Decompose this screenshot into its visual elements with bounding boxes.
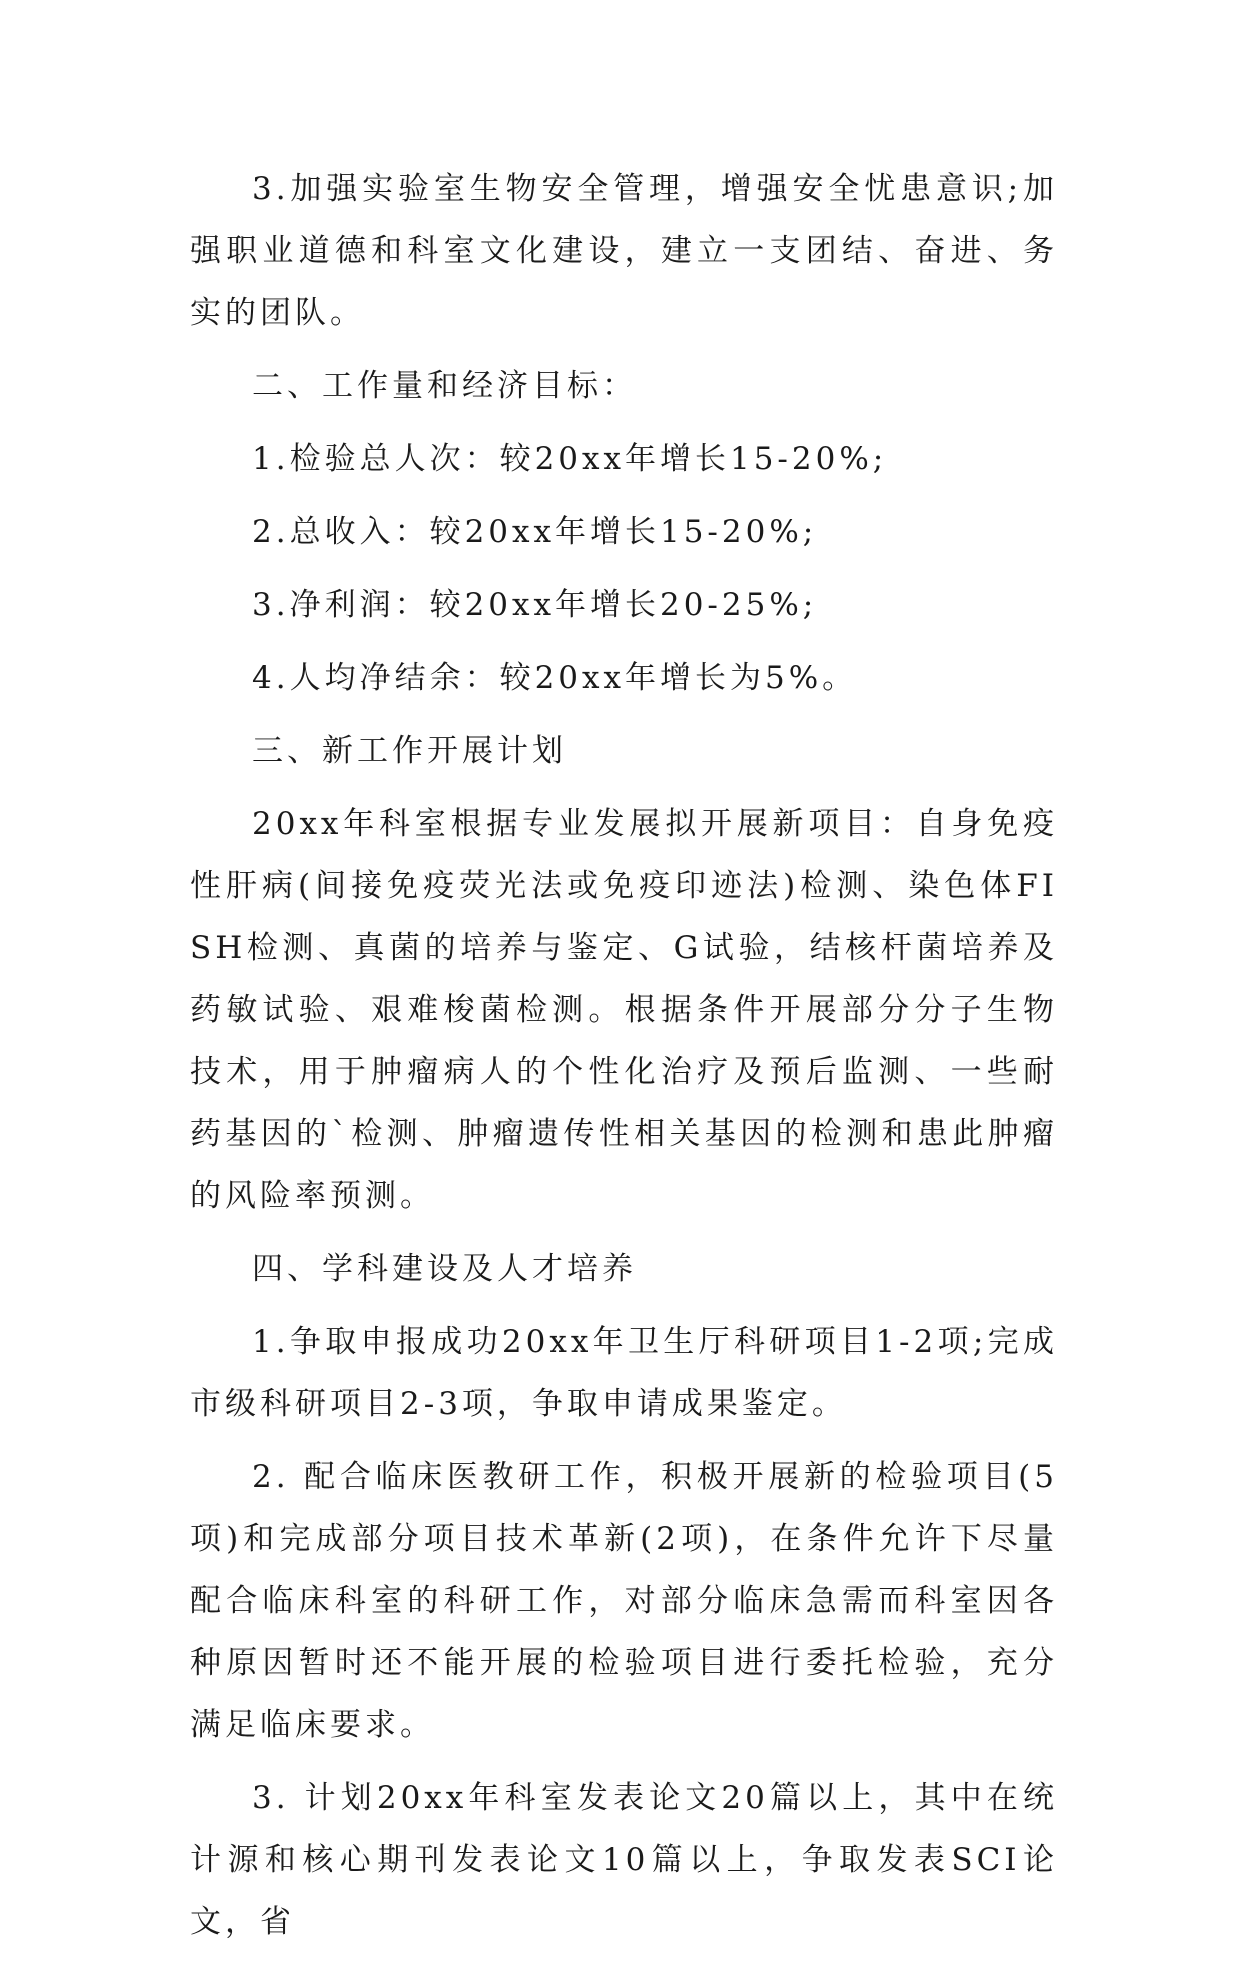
list-item-research-projects: 1.争取申报成功20xx年卫生厅科研项目1-2项;完成市级科研项目2-3项，争取申请成果鉴定。 xyxy=(190,1324,1058,1422)
document-body xyxy=(190,158,1058,1964)
list-item-total-income: 2.总收入：较20xx年增长15-20%; xyxy=(252,514,818,550)
list-item-publications: 3. 计划20xx年科室发表论文20篇以上，其中在统计源和核心期刊发表论文10篇以上，争取发表SCI论文，省 xyxy=(190,1780,1058,1940)
section-heading-discipline-talent: 四、学科建设及人才培养 xyxy=(252,1251,637,1287)
list-item-total-tests: 1.检验总人次：较20xx年增长15-20%; xyxy=(252,441,888,477)
paragraph-new-projects: 20xx年科室根据专业发展拟开展新项目：自身免疫性肝病(间接免疫荧光法或免疫印迹法)检测、染色体FISH检测、真菌的培养与鉴定、G试验，结核杆菌培养及药敏试验、艰难梭菌检测。根据条件开展部分分子生物技术，用于肿瘤病人的个性化治疗及预后监测、一些耐药基因的`检测、肿瘤遗传性相关基因的检测和患此肿瘤的风险率预测。 xyxy=(190,806,1058,1214)
list-item-net-profit: 3.净利润：较20xx年增长20-25%; xyxy=(252,587,818,623)
section-heading-new-work-plan: 三、新工作开展计划 xyxy=(252,733,567,769)
list-item-clinical-cooperation: 2. 配合临床医教研工作，积极开展新的检验项目(5项)和完成部分项目技术革新(2项)，在条件允许下尽量配合临床科室的科研工作，对部分临床急需而科室因各种原因暂时还不能开展的检验项目进行委托检验，充分满足临床要求。 xyxy=(190,1459,1058,1743)
paragraph-safety-management: 3.加强实验室生物安全管理，增强安全忧患意识;加强职业道德和科室文化建设，建立一支团结、奋进、务实的团队。 xyxy=(190,171,1058,331)
list-item-per-capita-surplus: 4.人均净结余：较20xx年增长为5%。 xyxy=(252,660,858,696)
section-heading-workload-economic-goals: 二、工作量和经济目标： xyxy=(252,368,637,404)
